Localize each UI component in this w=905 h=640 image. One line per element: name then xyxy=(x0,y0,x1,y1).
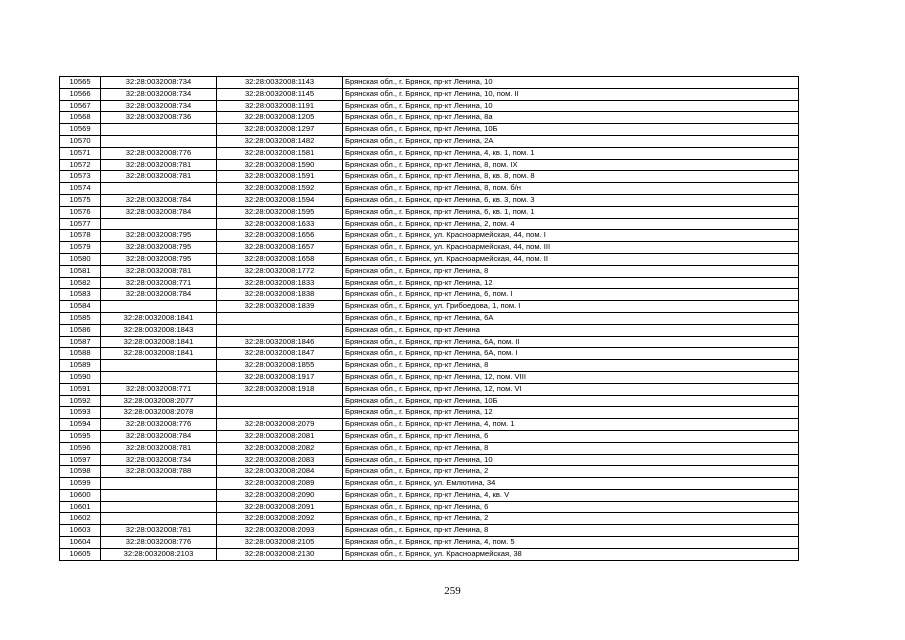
cadastral-number-cell: 32:28:0032008:1855 xyxy=(217,360,343,372)
address-cell: Брянская обл., г. Брянск, пр-кт Ленина, 2 xyxy=(343,513,799,525)
table-row xyxy=(60,218,799,230)
table-row xyxy=(60,277,799,289)
parent-cadastral-number-cell xyxy=(101,124,217,136)
cadastral-number-cell: 32:28:0032008:1145 xyxy=(217,88,343,100)
row-number-cell: 10585 xyxy=(60,312,101,324)
cadastral-number-cell: 32:28:0032008:2093 xyxy=(217,525,343,537)
address-cell: Брянская обл., г. Брянск, пр-кт Ленина, 6А, пом. I xyxy=(343,348,799,360)
table-row xyxy=(60,265,799,277)
address-cell: Брянская обл., г. Брянск, пр-кт Ленина, 8, пом. б/н xyxy=(343,183,799,195)
address-cell: Брянская обл., г. Брянск, пр-кт Ленина, 12 xyxy=(343,407,799,419)
parent-cadastral-number-cell: 32:28:0032008:781 xyxy=(101,265,217,277)
table-row xyxy=(60,159,799,171)
cadastral-number-cell: 32:28:0032008:1592 xyxy=(217,183,343,195)
parent-cadastral-number-cell xyxy=(101,489,217,501)
table-row xyxy=(60,194,799,206)
address-cell: Брянская обл., г. Брянск, пр-кт Ленина, 8 xyxy=(343,525,799,537)
row-number-cell: 10589 xyxy=(60,360,101,372)
table-row xyxy=(60,478,799,490)
row-number-cell: 10592 xyxy=(60,395,101,407)
cadastral-number-cell: 32:28:0032008:1839 xyxy=(217,301,343,313)
address-cell: Брянская обл., г. Брянск, пр-кт Ленина, 8, пом. IX xyxy=(343,159,799,171)
table-row xyxy=(60,171,799,183)
table-row xyxy=(60,312,799,324)
table-row xyxy=(60,112,799,124)
parent-cadastral-number-cell: 32:28:0032008:776 xyxy=(101,419,217,431)
row-number-cell: 10596 xyxy=(60,442,101,454)
parent-cadastral-number-cell: 32:28:0032008:781 xyxy=(101,171,217,183)
parent-cadastral-number-cell xyxy=(101,360,217,372)
table-row xyxy=(60,430,799,442)
table-row xyxy=(60,135,799,147)
parent-cadastral-number-cell xyxy=(101,478,217,490)
table-row xyxy=(60,513,799,525)
address-cell: Брянская обл., г. Брянск, пр-кт Ленина, 10 xyxy=(343,77,799,89)
address-cell: Брянская обл., г. Брянск, ул. Красноармейская, 44, пом. II xyxy=(343,253,799,265)
address-cell: Брянская обл., г. Брянск, пр-кт Ленина, 10Б xyxy=(343,395,799,407)
cadastral-number-cell xyxy=(217,312,343,324)
address-cell: Брянская обл., г. Брянск, пр-кт Ленина, 4, пом. 1 xyxy=(343,419,799,431)
parent-cadastral-number-cell xyxy=(101,501,217,513)
row-number-cell: 10595 xyxy=(60,430,101,442)
row-number-cell: 10569 xyxy=(60,124,101,136)
table-row xyxy=(60,383,799,395)
row-number-cell: 10568 xyxy=(60,112,101,124)
cadastral-number-cell: 32:28:0032008:1658 xyxy=(217,253,343,265)
row-number-cell: 10566 xyxy=(60,88,101,100)
cadastral-number-cell: 32:28:0032008:1581 xyxy=(217,147,343,159)
parent-cadastral-number-cell: 32:28:0032008:734 xyxy=(101,100,217,112)
address-cell: Брянская обл., г. Брянск, пр-кт Ленина, 10 xyxy=(343,454,799,466)
address-cell: Брянская обл., г. Брянск, пр-кт Ленина, 8 xyxy=(343,442,799,454)
parent-cadastral-number-cell: 32:28:0032008:776 xyxy=(101,147,217,159)
parent-cadastral-number-cell: 32:28:0032008:771 xyxy=(101,383,217,395)
table-row xyxy=(60,324,799,336)
table-row xyxy=(60,348,799,360)
table-row xyxy=(60,407,799,419)
address-cell: Брянская обл., г. Брянск, пр-кт Ленина, 6А xyxy=(343,312,799,324)
table-row xyxy=(60,489,799,501)
address-cell: Брянская обл., г. Брянск, пр-кт Ленина, 4, кв. 1, пом. 1 xyxy=(343,147,799,159)
row-number-cell: 10581 xyxy=(60,265,101,277)
parent-cadastral-number-cell: 32:28:0032008:771 xyxy=(101,277,217,289)
table-row xyxy=(60,336,799,348)
address-cell: Брянская обл., г. Брянск, пр-кт Ленина, 8, кв. 8, пом. 8 xyxy=(343,171,799,183)
cadastral-number-cell: 32:28:0032008:1591 xyxy=(217,171,343,183)
parent-cadastral-number-cell: 32:28:0032008:784 xyxy=(101,206,217,218)
cadastral-number-cell: 32:28:0032008:2105 xyxy=(217,537,343,549)
cadastral-number-cell: 32:28:0032008:1590 xyxy=(217,159,343,171)
parent-cadastral-number-cell: 32:28:0032008:1843 xyxy=(101,324,217,336)
row-number-cell: 10578 xyxy=(60,230,101,242)
parent-cadastral-number-cell xyxy=(101,218,217,230)
parent-cadastral-number-cell xyxy=(101,301,217,313)
table-row xyxy=(60,100,799,112)
table-row xyxy=(60,525,799,537)
parent-cadastral-number-cell: 32:28:0032008:1841 xyxy=(101,348,217,360)
cadastral-number-cell: 32:28:0032008:2091 xyxy=(217,501,343,513)
parent-cadastral-number-cell: 32:28:0032008:776 xyxy=(101,537,217,549)
table-row xyxy=(60,454,799,466)
table-row xyxy=(60,301,799,313)
row-number-cell: 10598 xyxy=(60,466,101,478)
address-cell: Брянская обл., г. Брянск, пр-кт Ленина, 8 xyxy=(343,360,799,372)
parent-cadastral-number-cell: 32:28:0032008:734 xyxy=(101,88,217,100)
parent-cadastral-number-cell: 32:28:0032008:1841 xyxy=(101,336,217,348)
table-row xyxy=(60,253,799,265)
row-number-cell: 10575 xyxy=(60,194,101,206)
parent-cadastral-number-cell: 32:28:0032008:1841 xyxy=(101,312,217,324)
address-cell: Брянская обл., г. Брянск, пр-кт Ленина, 2, пом. 4 xyxy=(343,218,799,230)
cadastral-number-cell xyxy=(217,407,343,419)
parent-cadastral-number-cell: 32:28:0032008:784 xyxy=(101,194,217,206)
cadastral-number-cell: 32:28:0032008:2083 xyxy=(217,454,343,466)
address-cell: Брянская обл., г. Брянск, пр-кт Ленина, 10Б xyxy=(343,124,799,136)
address-cell: Брянская обл., г. Брянск, пр-кт Ленина, 12 xyxy=(343,277,799,289)
cadastral-number-cell: 32:28:0032008:1838 xyxy=(217,289,343,301)
parent-cadastral-number-cell: 32:28:0032008:734 xyxy=(101,77,217,89)
row-number-cell: 10593 xyxy=(60,407,101,419)
address-cell: Брянская обл., г. Брянск, ул. Красноармейская, 44, пом. I xyxy=(343,230,799,242)
row-number-cell: 10599 xyxy=(60,478,101,490)
row-number-cell: 10603 xyxy=(60,525,101,537)
row-number-cell: 10602 xyxy=(60,513,101,525)
table-row xyxy=(60,395,799,407)
cadastral-number-cell: 32:28:0032008:1847 xyxy=(217,348,343,360)
cadastral-number-cell: 32:28:0032008:2081 xyxy=(217,430,343,442)
address-cell: Брянская обл., г. Брянск, ул. Емлютина, 34 xyxy=(343,478,799,490)
row-number-cell: 10600 xyxy=(60,489,101,501)
table-row xyxy=(60,147,799,159)
table-row xyxy=(60,537,799,549)
address-cell: Брянская обл., г. Брянск, пр-кт Ленина, 10 xyxy=(343,100,799,112)
parent-cadastral-number-cell: 32:28:0032008:784 xyxy=(101,289,217,301)
row-number-cell: 10573 xyxy=(60,171,101,183)
cadastral-number-cell: 32:28:0032008:2090 xyxy=(217,489,343,501)
address-cell: Брянская обл., г. Брянск, пр-кт Ленина, 2 xyxy=(343,466,799,478)
table-row xyxy=(60,183,799,195)
table-row xyxy=(60,242,799,254)
cadastral-number-cell: 32:28:0032008:2092 xyxy=(217,513,343,525)
row-number-cell: 10601 xyxy=(60,501,101,513)
parent-cadastral-number-cell: 32:28:0032008:788 xyxy=(101,466,217,478)
table-row xyxy=(60,360,799,372)
parent-cadastral-number-cell: 32:28:0032008:784 xyxy=(101,430,217,442)
row-number-cell: 10577 xyxy=(60,218,101,230)
address-cell: Брянская обл., г. Брянск, пр-кт Ленина, 6А, пом. II xyxy=(343,336,799,348)
row-number-cell: 10580 xyxy=(60,253,101,265)
parent-cadastral-number-cell xyxy=(101,183,217,195)
parent-cadastral-number-cell: 32:28:0032008:781 xyxy=(101,159,217,171)
row-number-cell: 10591 xyxy=(60,383,101,395)
parent-cadastral-number-cell: 32:28:0032008:795 xyxy=(101,230,217,242)
address-cell: Брянская обл., г. Брянск, ул. Грибоедова, 1, пом. I xyxy=(343,301,799,313)
cadastral-number-cell: 32:28:0032008:1917 xyxy=(217,371,343,383)
address-cell: Брянская обл., г. Брянск, пр-кт Ленина, 10, пом. II xyxy=(343,88,799,100)
cadastral-number-cell: 32:28:0032008:1297 xyxy=(217,124,343,136)
cadastral-number-cell: 32:28:0032008:2130 xyxy=(217,548,343,560)
cadastral-number-cell: 32:28:0032008:1656 xyxy=(217,230,343,242)
table-row xyxy=(60,88,799,100)
row-number-cell: 10571 xyxy=(60,147,101,159)
parent-cadastral-number-cell: 32:28:0032008:2077 xyxy=(101,395,217,407)
table-row xyxy=(60,548,799,560)
row-number-cell: 10586 xyxy=(60,324,101,336)
parent-cadastral-number-cell: 32:28:0032008:2078 xyxy=(101,407,217,419)
address-cell: Брянская обл., г. Брянск, пр-кт Ленина, 12, пом. VIII xyxy=(343,371,799,383)
address-cell: Брянская обл., г. Брянск, ул. Красноармейская, 44, пом. III xyxy=(343,242,799,254)
table-body xyxy=(60,77,799,561)
row-number-cell: 10570 xyxy=(60,135,101,147)
address-cell: Брянская обл., г. Брянск, пр-кт Ленина, 6, кв. 3, пом. 3 xyxy=(343,194,799,206)
parent-cadastral-number-cell: 32:28:0032008:781 xyxy=(101,525,217,537)
row-number-cell: 10587 xyxy=(60,336,101,348)
parent-cadastral-number-cell: 32:28:0032008:734 xyxy=(101,454,217,466)
cadastral-number-cell: 32:28:0032008:1633 xyxy=(217,218,343,230)
table-row xyxy=(60,501,799,513)
cadastral-number-cell: 32:28:0032008:1482 xyxy=(217,135,343,147)
cadastral-number-cell: 32:28:0032008:1772 xyxy=(217,265,343,277)
page-number: 259 xyxy=(444,585,461,597)
address-cell: Брянская обл., г. Брянск, пр-кт Ленина, 6 xyxy=(343,501,799,513)
address-cell: Брянская обл., г. Брянск, пр-кт Ленина, 12, пом. VI xyxy=(343,383,799,395)
row-number-cell: 10605 xyxy=(60,548,101,560)
cadastral-number-cell: 32:28:0032008:2084 xyxy=(217,466,343,478)
row-number-cell: 10579 xyxy=(60,242,101,254)
row-number-cell: 10576 xyxy=(60,206,101,218)
row-number-cell: 10565 xyxy=(60,77,101,89)
table-row xyxy=(60,289,799,301)
row-number-cell: 10597 xyxy=(60,454,101,466)
table-row xyxy=(60,230,799,242)
cadastral-number-cell: 32:28:0032008:1846 xyxy=(217,336,343,348)
parent-cadastral-number-cell: 32:28:0032008:736 xyxy=(101,112,217,124)
registry-table xyxy=(59,76,799,561)
cadastral-number-cell: 32:28:0032008:1594 xyxy=(217,194,343,206)
table-row xyxy=(60,371,799,383)
address-cell: Брянская обл., г. Брянск, пр-кт Ленина, 6, пом. I xyxy=(343,289,799,301)
parent-cadastral-number-cell: 32:28:0032008:781 xyxy=(101,442,217,454)
row-number-cell: 10594 xyxy=(60,419,101,431)
cadastral-number-cell: 32:28:0032008:2079 xyxy=(217,419,343,431)
table-row xyxy=(60,206,799,218)
cadastral-number-cell: 32:28:0032008:1191 xyxy=(217,100,343,112)
cadastral-number-cell: 32:28:0032008:1595 xyxy=(217,206,343,218)
cadastral-number-cell: 32:28:0032008:1205 xyxy=(217,112,343,124)
cadastral-number-cell: 32:28:0032008:1657 xyxy=(217,242,343,254)
address-cell: Брянская обл., г. Брянск, ул. Красноармейская, 38 xyxy=(343,548,799,560)
row-number-cell: 10572 xyxy=(60,159,101,171)
parent-cadastral-number-cell: 32:28:0032008:795 xyxy=(101,242,217,254)
address-cell: Брянская обл., г. Брянск, пр-кт Ленина xyxy=(343,324,799,336)
table-row xyxy=(60,466,799,478)
row-number-cell: 10590 xyxy=(60,371,101,383)
cadastral-number-cell: 32:28:0032008:1143 xyxy=(217,77,343,89)
row-number-cell: 10567 xyxy=(60,100,101,112)
table-row xyxy=(60,419,799,431)
row-number-cell: 10574 xyxy=(60,183,101,195)
row-number-cell: 10583 xyxy=(60,289,101,301)
row-number-cell: 10588 xyxy=(60,348,101,360)
row-number-cell: 10584 xyxy=(60,301,101,313)
cadastral-number-cell xyxy=(217,395,343,407)
address-cell: Брянская обл., г. Брянск, пр-кт Ленина, 8 xyxy=(343,265,799,277)
row-number-cell: 10582 xyxy=(60,277,101,289)
address-cell: Брянская обл., г. Брянск, пр-кт Ленина, 4, кв. V xyxy=(343,489,799,501)
address-cell: Брянская обл., г. Брянск, пр-кт Ленина, 8а xyxy=(343,112,799,124)
parent-cadastral-number-cell: 32:28:0032008:795 xyxy=(101,253,217,265)
address-cell: Брянская обл., г. Брянск, пр-кт Ленина, 2А xyxy=(343,135,799,147)
parent-cadastral-number-cell xyxy=(101,371,217,383)
address-cell: Брянская обл., г. Брянск, пр-кт Ленина, 6 xyxy=(343,430,799,442)
row-number-cell: 10604 xyxy=(60,537,101,549)
cadastral-number-cell: 32:28:0032008:2089 xyxy=(217,478,343,490)
table-row xyxy=(60,77,799,89)
cadastral-number-cell: 32:28:0032008:2082 xyxy=(217,442,343,454)
cadastral-number-cell xyxy=(217,324,343,336)
parent-cadastral-number-cell xyxy=(101,135,217,147)
cadastral-number-cell: 32:28:0032008:1918 xyxy=(217,383,343,395)
cadastral-number-cell: 32:28:0032008:1833 xyxy=(217,277,343,289)
table-row xyxy=(60,124,799,136)
address-cell: Брянская обл., г. Брянск, пр-кт Ленина, 6, кв. 1, пом. 1 xyxy=(343,206,799,218)
address-cell: Брянская обл., г. Брянск, пр-кт Ленина, 4, пом. 5 xyxy=(343,537,799,549)
table-row xyxy=(60,442,799,454)
parent-cadastral-number-cell: 32:28:0032008:2103 xyxy=(101,548,217,560)
parent-cadastral-number-cell xyxy=(101,513,217,525)
